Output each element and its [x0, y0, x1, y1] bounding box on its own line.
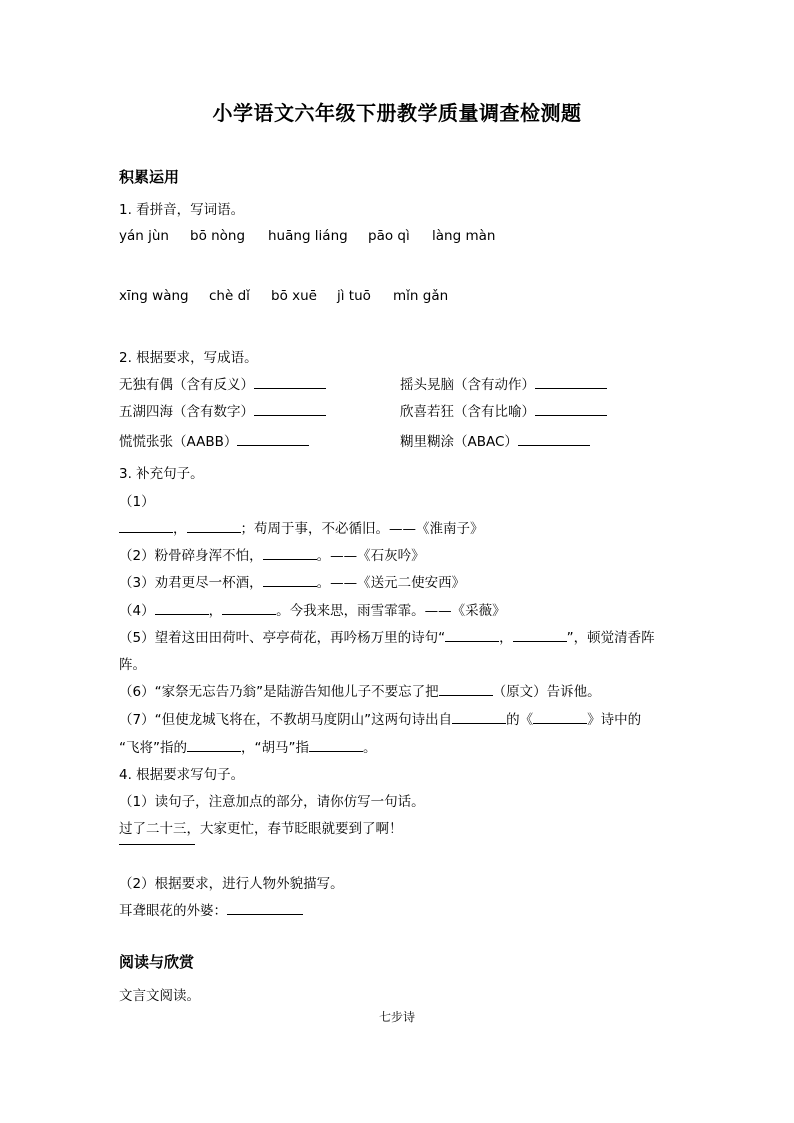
question-3-prompt: 3. 补充句子。 — [119, 466, 204, 482]
sentence-7: （7）“但使龙城飞将在，不教胡马度阴山”这两句诗出自 的《 》诗中的 — [119, 708, 641, 728]
idiom-item-4: 欣喜若狂（含有比喻） — [400, 400, 607, 420]
sentence-6: （6）“家祭无忘告乃翁”是陆游告知他儿子不要忘了把 （原文）告诉他。 — [119, 680, 601, 700]
pinyin-7: chè dǐ — [209, 288, 250, 304]
sentence-3: （3）劝君更尽一杯酒， 。——《送元二使安西》 — [119, 571, 465, 591]
answer-blank[interactable] — [518, 431, 590, 446]
answer-blank[interactable] — [445, 627, 499, 642]
question-1-prompt: 1. 看拼音，写词语。 — [119, 202, 245, 218]
answer-blank[interactable] — [263, 545, 317, 560]
idiom-item-2: 摇头晃脑（含有动作） — [400, 373, 607, 393]
pinyin-8: bō xuē — [271, 288, 317, 304]
idiom-item-5: 慌慌张张（AABB） — [119, 430, 309, 450]
answer-blank[interactable] — [222, 600, 276, 615]
answer-blank[interactable] — [155, 600, 209, 615]
poem-title: 七步诗 — [378, 1010, 415, 1024]
pinyin-6: xīng wàng — [119, 288, 189, 304]
answer-blank[interactable] — [254, 374, 326, 389]
answer-blank[interactable] — [535, 374, 607, 389]
page-title: 小学语文六年级下册教学质量调查检测题 — [212, 101, 582, 125]
sentence-4: （4） ， 。今我来思，雨雪霏霏。——《采薇》 — [119, 599, 506, 619]
answer-blank[interactable] — [452, 709, 506, 724]
section-heading-reading: 阅读与欣赏 — [119, 953, 195, 971]
section-heading-accumulation: 积累运用 — [119, 168, 180, 186]
pinyin-9: jì tuō — [337, 288, 371, 304]
pinyin-5: làng màn — [432, 228, 496, 244]
sentence-5-continued: 阵。 — [119, 657, 146, 673]
answer-blank[interactable] — [237, 431, 309, 446]
sentence-5: （5）望着这田田荷叶、亭亭荷花，再吟杨万里的诗句“ ， ”，顿觉清香阵 — [119, 626, 655, 646]
example-sentence: 过了二十三，大家更忙，春节眨眼就要到了啊！ — [119, 821, 403, 837]
answer-blank[interactable] — [119, 518, 173, 533]
answer-line[interactable] — [119, 844, 195, 845]
answer-blank[interactable] — [187, 518, 241, 533]
question-2-prompt: 2. 根据要求，写成语。 — [119, 350, 258, 366]
pinyin-10: mǐn gǎn — [393, 288, 449, 304]
question-4-sub-1: （1）读句子，注意加点的部分，请你仿写一句话。 — [119, 794, 425, 810]
question-4-sub-2: （2）根据要求，进行人物外貌描写。 — [119, 876, 344, 892]
pinyin-1: yán jùn — [119, 228, 169, 244]
pinyin-4: pāo qì — [368, 228, 410, 244]
question-4-prompt: 4. 根据要求写句子。 — [119, 767, 245, 783]
answer-blank[interactable] — [533, 709, 587, 724]
description-item: 耳聋眼花的外婆： — [119, 899, 303, 919]
idiom-item-6: 糊里糊涂（ABAC） — [400, 430, 590, 450]
pinyin-2: bō nòng — [190, 228, 246, 244]
answer-blank[interactable] — [263, 572, 317, 587]
answer-blank[interactable] — [513, 627, 567, 642]
sentence-7-continued: “飞将”指的 ，“胡马”指 。 — [119, 736, 377, 756]
answer-blank[interactable] — [187, 737, 241, 752]
pinyin-3: huāng liáng — [268, 228, 348, 244]
answer-blank[interactable] — [439, 681, 493, 696]
idiom-item-3: 五湖四海（含有数字） — [119, 400, 326, 420]
sentence-2: （2）粉骨碎身浑不怕， 。——《石灰吟》 — [119, 544, 425, 564]
reading-prompt: 文言文阅读。 — [119, 988, 200, 1004]
sentence-1: ， ；苟周于事，不必循旧。——《淮南子》 — [119, 517, 484, 537]
idiom-item-1: 无独有偶（含有反义） — [119, 373, 326, 393]
sentence-1-label: （1） — [119, 494, 155, 510]
answer-blank[interactable] — [227, 900, 303, 915]
answer-blank[interactable] — [535, 401, 607, 416]
answer-blank[interactable] — [254, 401, 326, 416]
answer-blank[interactable] — [309, 737, 363, 752]
